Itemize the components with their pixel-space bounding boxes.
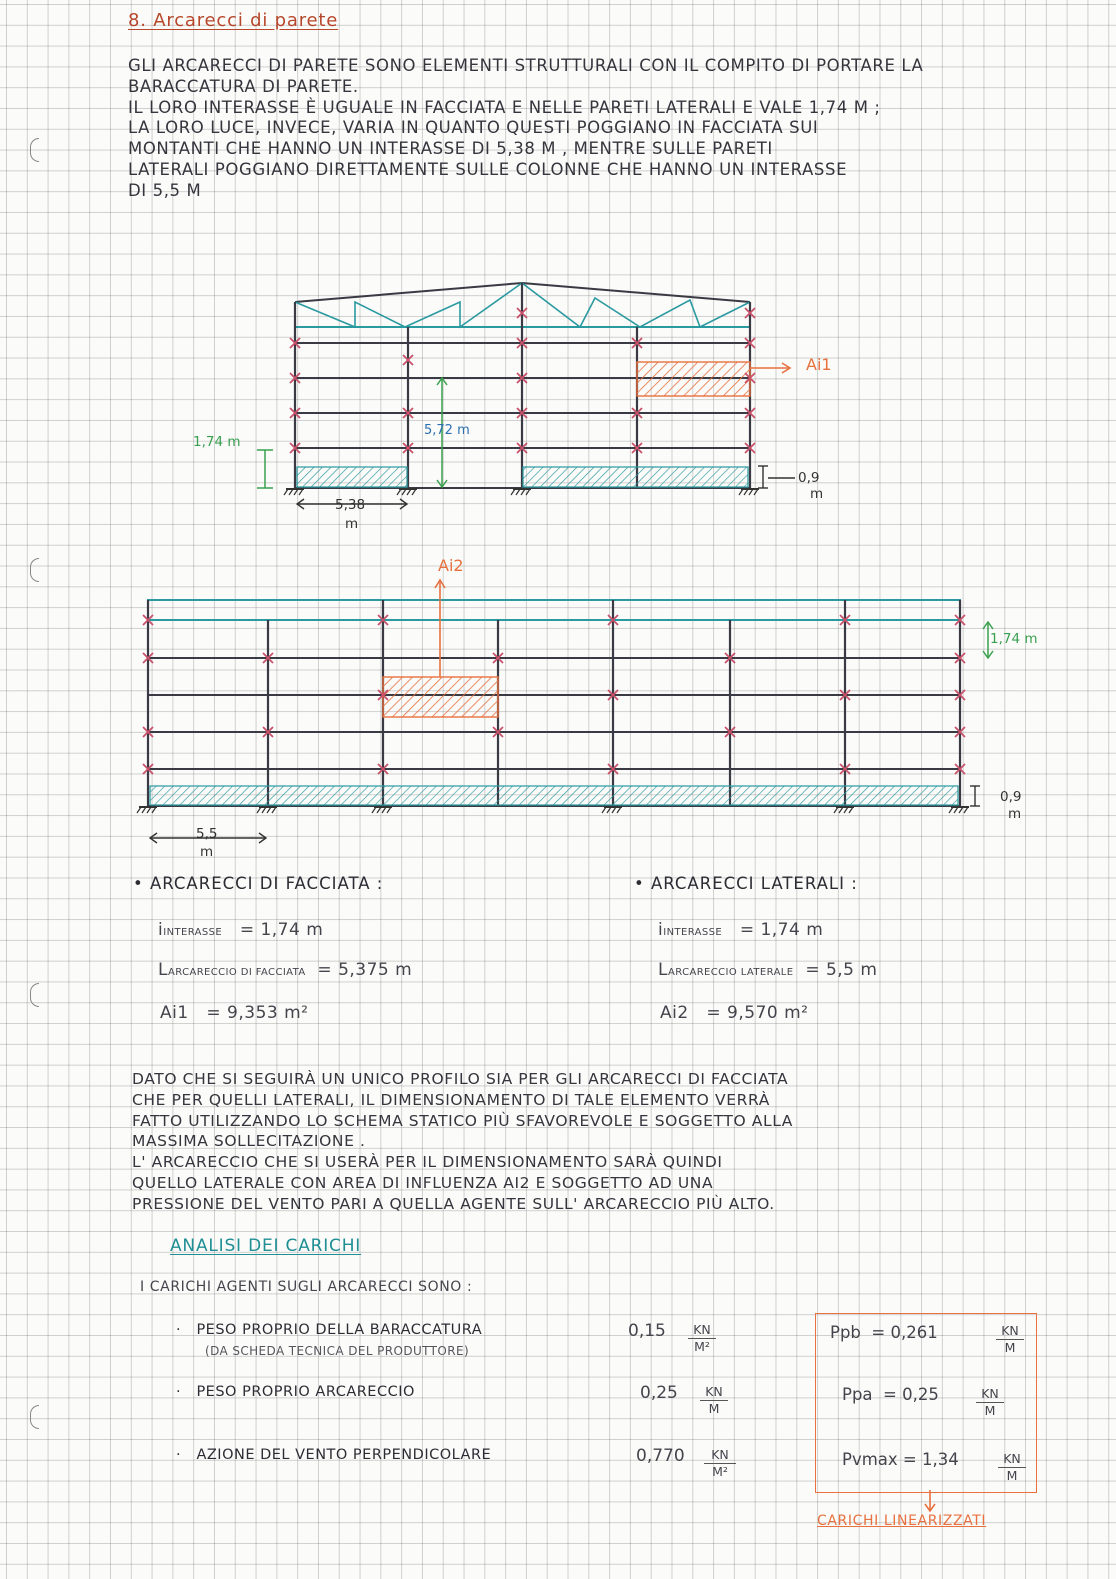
facade-title-text: ARCARECCI DI FACCIATA : — [149, 874, 384, 893]
symbol: L — [658, 960, 668, 980]
intro-line: IL LORO INTERASSE È UGUALE IN FACCIATA E NELLE PARETI LATERALI E VALE 1,74 M ; — [128, 97, 881, 117]
unit-num: KN — [976, 1386, 1004, 1403]
unit-den: M — [708, 1401, 720, 1416]
value: = 1,34 — [902, 1450, 959, 1469]
lateral-interasse — [658, 920, 823, 940]
facade-length — [158, 960, 412, 980]
lin-unit — [998, 1451, 1026, 1484]
load-unit — [688, 1322, 716, 1355]
load-item: · PESO PROPRIO DELLA BARACCATURA — [176, 1322, 483, 1338]
side-base-label: 0,9 — [1000, 789, 1022, 805]
subscript: INTERASSE — [163, 927, 223, 938]
facade-purlins-title: • ARCARECCI DI FACCIATA : — [133, 874, 384, 893]
side-purlins — [148, 658, 960, 806]
load-item: · AZIONE DEL VENTO PERPENDICOLARE — [176, 1447, 492, 1463]
load-item: · PESO PROPRIO ARCARECCIO — [176, 1384, 415, 1400]
value: = 1,74 m — [739, 920, 824, 940]
unit-den: M² — [712, 1464, 728, 1479]
paragraph-line: MASSIMA SOLLECITAZIONE . — [132, 1132, 366, 1151]
paragraph-line: FATTO UTILIZZANDO LO SCHEMA STATICO PIÙ SFAVOREVOLE E SOGGETTO ALLA — [132, 1111, 794, 1130]
intro-line: LA LORO LUCE, INVECE, VARIA IN QUANTO QUESTI POGGIANO IN FACCIATA SUI — [128, 118, 819, 138]
subscript: ARCARECCIO DI FACCIATA — [167, 967, 306, 978]
load-value: 0,15 — [628, 1321, 666, 1341]
symbol: i — [158, 920, 164, 940]
load-unit — [700, 1384, 728, 1417]
loads-intro: I CARICHI AGENTI SUGLI ARCARECCI SONO : — [140, 1279, 473, 1295]
load-label: AZIONE DEL VENTO PERPENDICOLARE — [196, 1447, 492, 1463]
intro-line: BARACCATURA DI PARETE. — [128, 76, 359, 96]
loads-title: ANALISI DEI CARICHI — [170, 1236, 362, 1256]
paragraph-line: L' ARCARECCIO CHE SI USERÀ PER IL DIMENSIONAMENTO SARÀ QUINDI — [132, 1153, 723, 1172]
unit-num: KN — [998, 1451, 1026, 1468]
unit-num: KN — [704, 1447, 736, 1464]
lateral-purlins-title: • ARCARECCI LATERALI : — [634, 874, 858, 893]
value: = 5,375 m — [317, 960, 413, 980]
subscript: ARCARECCIO LATERALE — [667, 967, 794, 978]
load-unit — [704, 1447, 736, 1480]
value: = 9,570 m² — [706, 1003, 809, 1023]
front-spacing-label: 1,74 m — [193, 434, 241, 450]
side-influence-area — [383, 677, 498, 717]
intro-line: LATERALI POGGIANO DIRETTAMENTE SULLE COLONNE CHE HANNO UN INTERASSE — [128, 159, 848, 179]
load-value: 0,25 — [640, 1383, 678, 1403]
design-paragraph — [132, 1069, 992, 1215]
unit-num: KN — [700, 1384, 728, 1401]
side-influence-label: Ai2 — [438, 556, 464, 575]
subscript: INTERASSE — [663, 927, 723, 938]
load-note: (DA SCHEDA TECNICA DEL PRODUTTORE) — [205, 1344, 470, 1358]
side-columns — [148, 600, 960, 806]
lin-load — [842, 1385, 939, 1404]
unit-den: M — [984, 1403, 996, 1418]
front-height-label: 5,72 m — [424, 423, 470, 438]
facade-interasse — [158, 920, 323, 940]
symbol: L — [158, 960, 168, 980]
section-title: 8. Arcarecci di parete — [128, 10, 339, 31]
intro-line: DI 5,5 M — [128, 180, 202, 200]
intro-line: GLI ARCARECCI DI PARETE SONO ELEMENTI STRUTTURALI CON IL COMPITO DI PORTARE LA — [128, 56, 924, 75]
symbol: Ai1 — [160, 1003, 189, 1023]
front-base-label: 0,9 — [798, 470, 820, 486]
load-label: PESO PROPRIO DELLA BARACCATURA — [196, 1322, 483, 1338]
symbol: i — [658, 920, 664, 940]
lin-unit — [996, 1323, 1024, 1356]
side-spacing-label: 1,74 m — [990, 631, 1038, 647]
side-base-unit: m — [1008, 806, 1022, 822]
lin-load — [842, 1450, 959, 1469]
symbol: Ppa — [842, 1385, 873, 1404]
paragraph-line: PRESSIONE DEL VENTO PARI A QUELLA AGENTE SULL' ARCARECCIO PIÙ ALTO. — [132, 1194, 775, 1213]
front-base-unit: m — [810, 486, 824, 502]
unit-num: KN — [688, 1322, 716, 1339]
load-label: PESO PROPRIO ARCARECCIO — [196, 1384, 415, 1400]
front-span-label: 5,38 — [335, 497, 366, 513]
value: = 5,5 m — [805, 960, 878, 980]
unit-num: KN — [996, 1323, 1024, 1340]
paragraph-line: DATO CHE SI SEGUIRÀ UN UNICO PROFILO SIA PER GLI ARCARECCI DI FACCIATA — [132, 1070, 789, 1088]
facade-area — [160, 1003, 309, 1023]
unit-den: M² — [694, 1339, 710, 1354]
symbol: Pvmax — [842, 1450, 898, 1469]
load-value: 0,770 — [636, 1446, 685, 1466]
side-span-unit: m — [200, 844, 214, 860]
paragraph-line: CHE PER QUELLI LATERALI, IL DIMENSIONAMENTO DI TALE ELEMENTO VERRÀ — [132, 1090, 770, 1109]
side-span-label: 5,5 — [196, 826, 218, 842]
arrow-down-icon — [920, 1490, 940, 1514]
lateral-title-text: ARCARECCI LATERALI : — [650, 874, 858, 893]
value: = 0,25 — [883, 1385, 939, 1404]
lateral-length — [658, 960, 877, 980]
unit-den: M — [1004, 1340, 1016, 1355]
lin-load — [830, 1323, 938, 1342]
symbol: Ppb — [830, 1323, 861, 1342]
value: = 9,353 m² — [206, 1003, 309, 1023]
lin-unit — [976, 1386, 1004, 1419]
unit-den: M — [1006, 1468, 1018, 1483]
intro-line: MONTANTI CHE HANNO UN INTERASSE DI 5,38 M , MENTRE SULLE PARETI — [128, 139, 773, 159]
lateral-area — [660, 1003, 809, 1023]
paragraph-line: QUELLO LATERALE CON AREA DI INFLUENZA AI2 E SOGGETTO AD UNA — [132, 1173, 714, 1192]
front-influence-label: Ai1 — [806, 355, 832, 374]
value: = 0,261 — [871, 1323, 938, 1342]
linearized-loads-label: CARICHI LINEARIZZATI — [817, 1513, 987, 1529]
front-span-unit: m — [345, 516, 359, 532]
value: = 1,74 m — [239, 920, 324, 940]
side-base-band — [150, 786, 958, 805]
symbol: Ai2 — [660, 1003, 689, 1023]
